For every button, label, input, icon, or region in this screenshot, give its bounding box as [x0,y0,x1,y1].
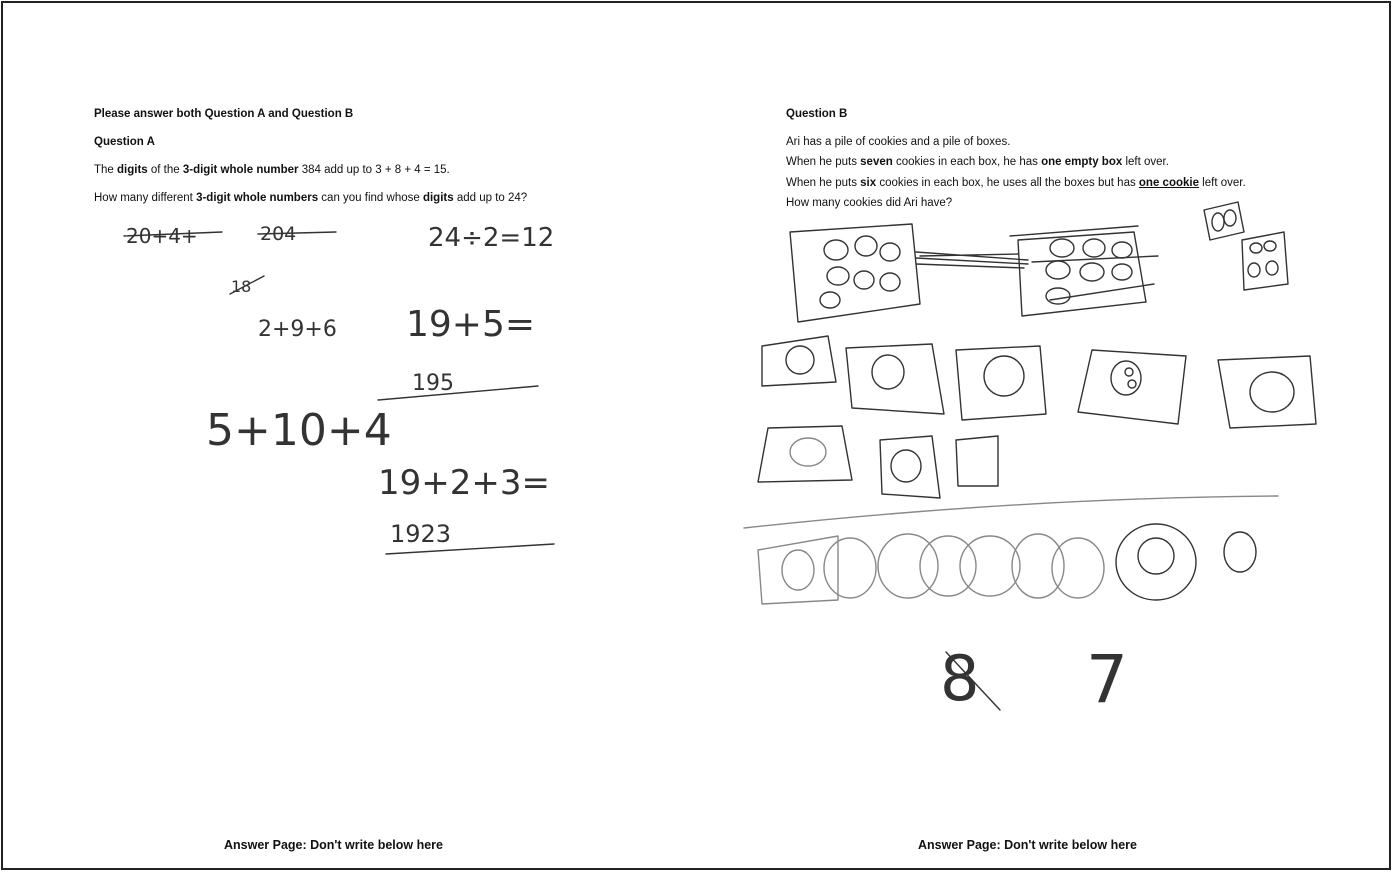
question-b-line-2: When he puts seven cookies in each box, he has one empty box left over. [786,156,1169,168]
hw-crossed-1: 20+4+ [126,224,198,248]
hw-result-1: 195 [412,371,454,396]
row-of-faint-cookies [758,524,1256,604]
small-boxes-top-right [1204,202,1288,290]
question-a-handwritten-work [0,0,698,820]
instruction-text: Please answer both Question A and Question B [94,108,354,120]
divider-line [744,496,1278,528]
scribble-connector [916,252,1028,268]
hw-faint: 2+9+6 [258,317,337,342]
row-of-boxes-1 [762,336,1316,428]
hw-answer: 7 [1086,641,1128,718]
answer-page-right [698,0,1396,876]
question-b-drawing [698,0,1396,820]
hw-division: 24÷2=12 [428,223,555,253]
footer-note: Answer Page: Don't write below here [224,838,443,852]
row-of-boxes-2 [758,426,998,498]
hw-sum-3: 19+2+3= [378,463,550,503]
hw-sum-2: 5+10+4 [206,405,392,456]
hw-crossed-2: 204 [260,223,297,245]
hw-sum-1: 19+5= [406,304,536,345]
question-a-line-1: The digits of the 3-digit whole number 384 add up to 3 + 8 + 4 = 15. [94,164,450,176]
question-b-line-4: How many cookies did Ari have? [786,197,953,209]
footer-note: Answer Page: Don't write below here [918,838,1137,852]
underline-1 [378,386,538,400]
question-a-line-2: How many different 3-digit whole numbers can you find whose digits add up to 24? [94,192,528,204]
question-a-title: Question A [94,136,155,148]
question-b-title: Question B [786,108,848,120]
box-with-seven-cookies [790,224,920,322]
hw-result-2: 1923 [390,520,452,548]
hw-crossed-answer: 8 [940,642,980,715]
question-b-line-1: Ari has a pile of cookies and a pile of boxes. [786,136,1011,148]
hw-crossed-3: 18 [231,277,252,296]
box-crossed-out [1010,226,1158,316]
question-b-line-3: When he puts six cookies in each box, he uses all the boxes but has one cookie left over. [786,177,1246,189]
